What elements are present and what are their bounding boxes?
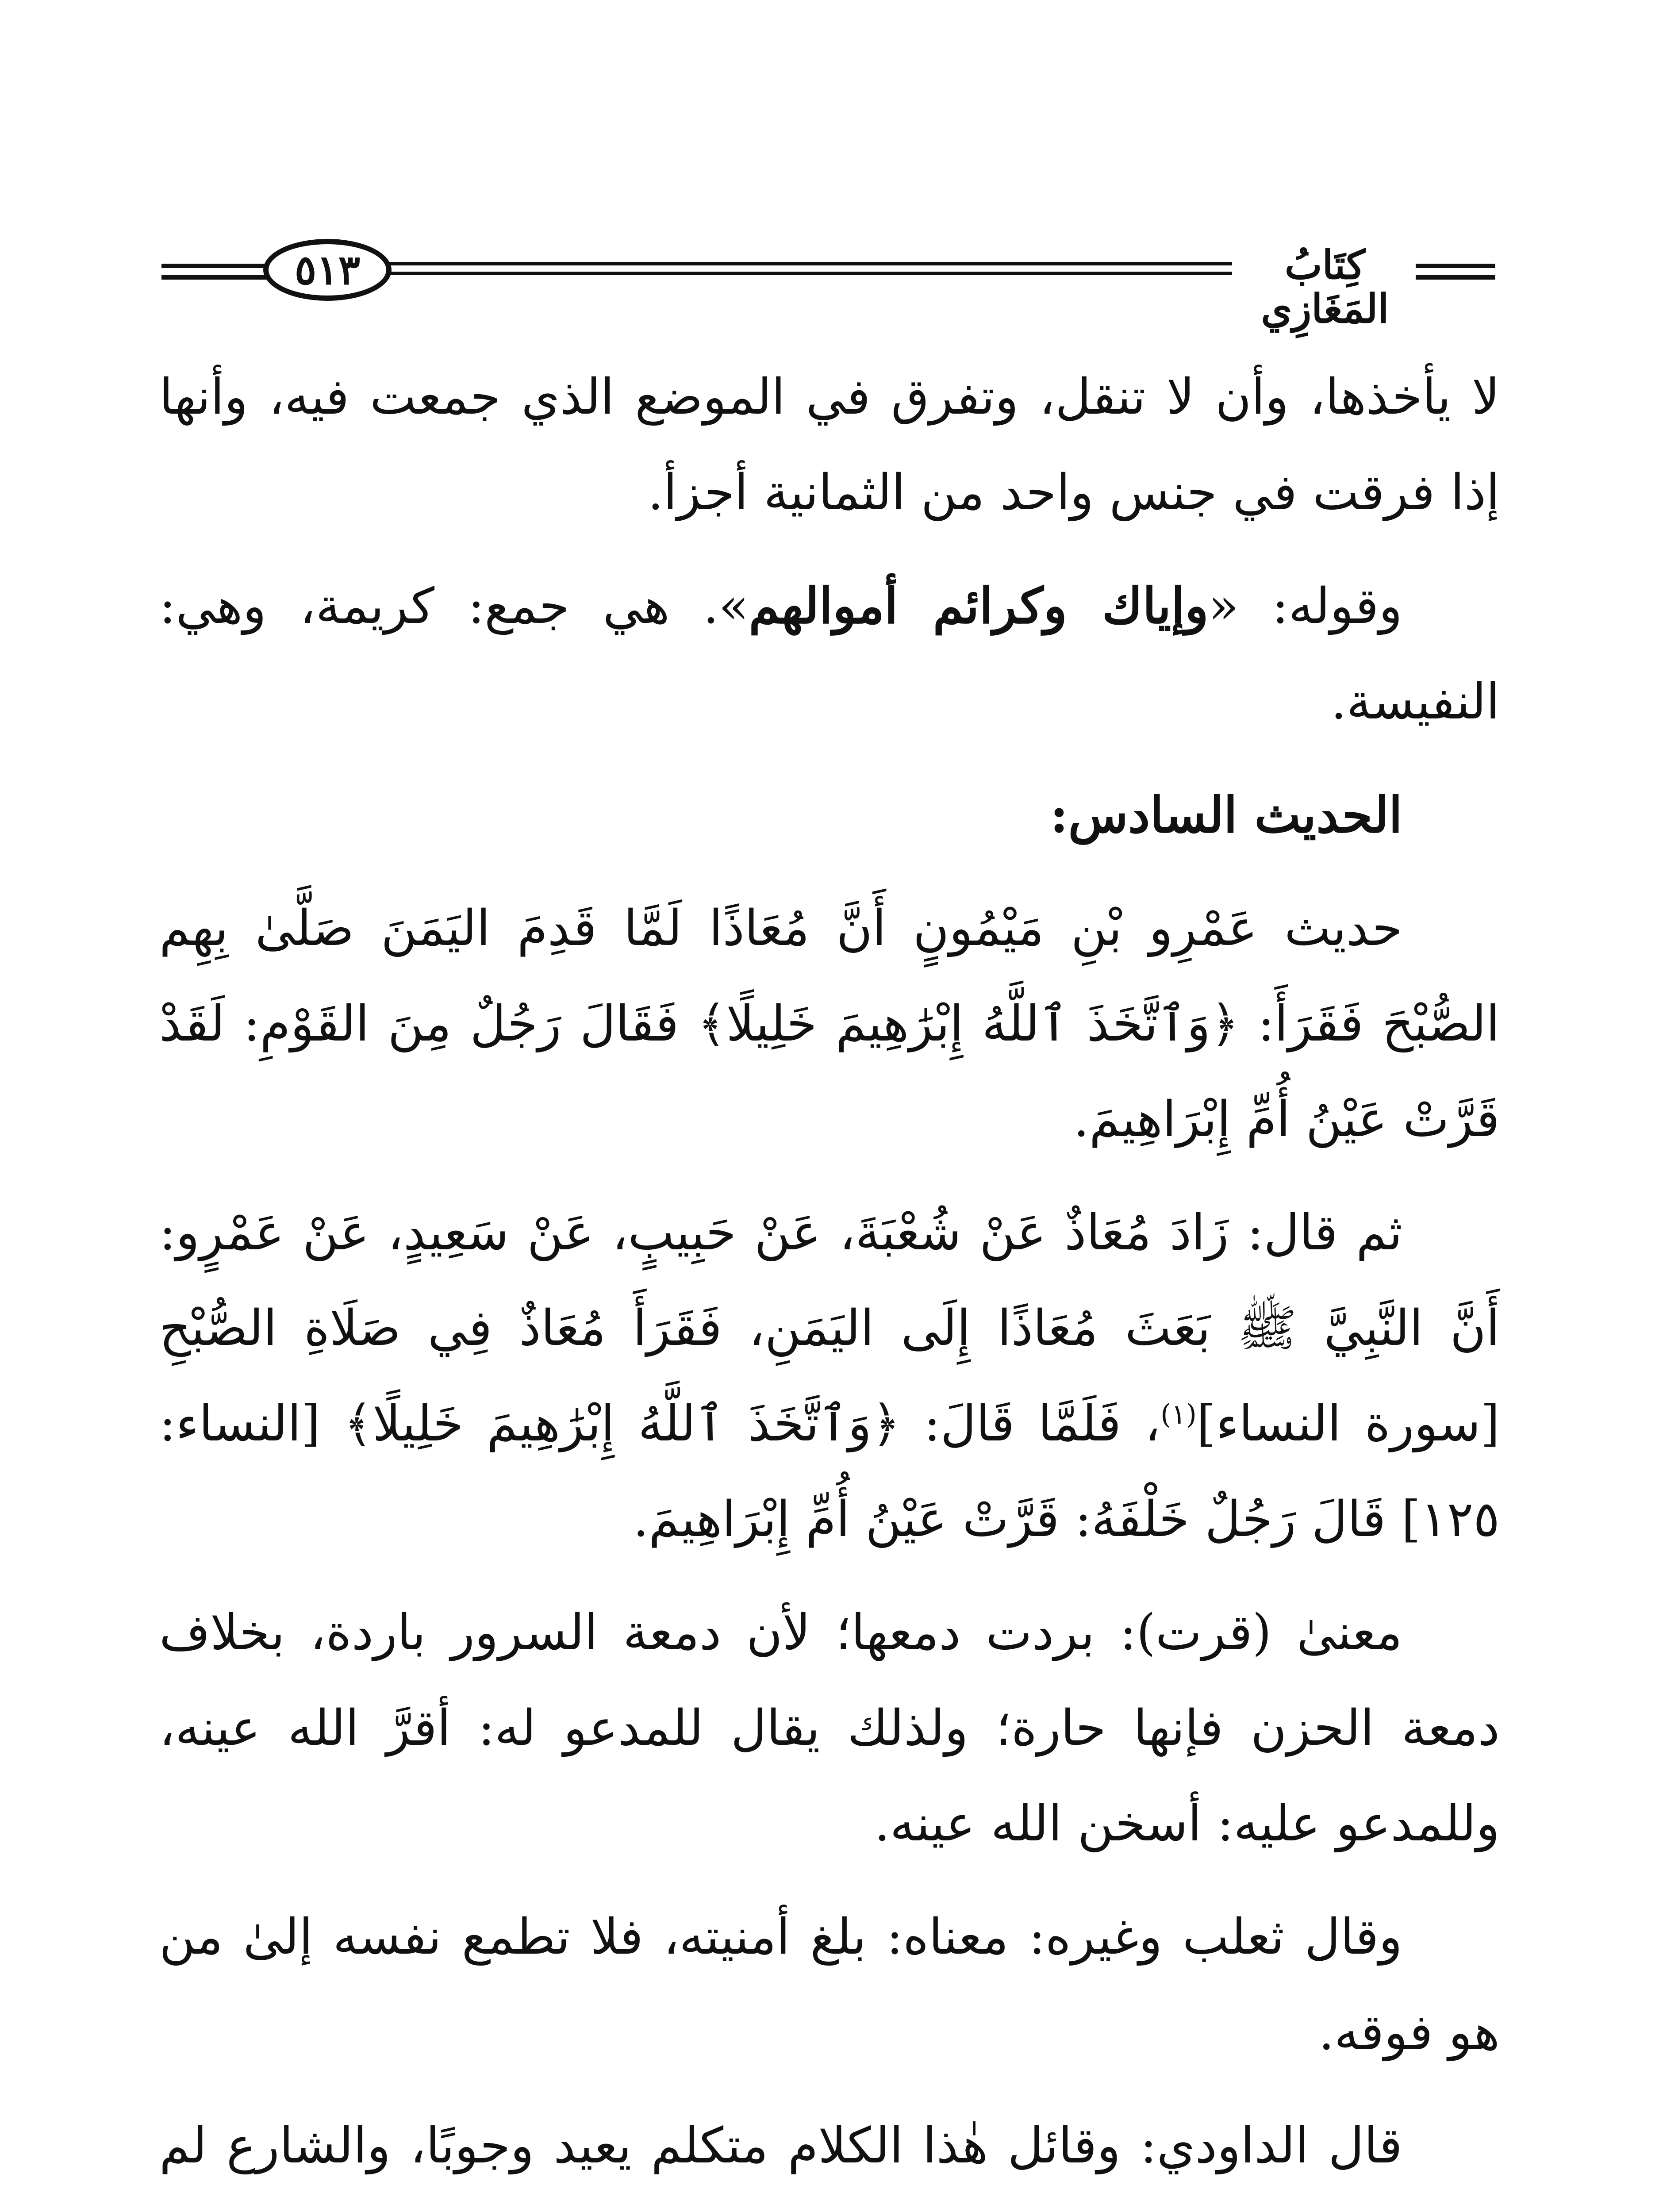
- header-rule: [161, 264, 268, 268]
- page-number-frame: [263, 239, 392, 301]
- quran-verse: ﴿وَٱتَّخَذَ ٱللَّهُ إِبْرَٰهِيمَ خَلِيلًا﴾: [697, 995, 1240, 1052]
- paragraph-text: وقال ثعلب وغيره: معناه: بلغ أمنيته، فلا تطمع نفسه إلىٰ من هو فوقه.: [159, 1909, 1500, 2061]
- paragraph-text: فَقَالَ رَجُلٌ مِنَ القَوْمِ: لَقَدْ قَرَّتْ عَيْنُ أُمِّ إِبْرَاهِيمَ.: [159, 995, 1500, 1148]
- running-title: كِتَابُ المَغَازِي: [1261, 242, 1389, 332]
- header-rule: [161, 275, 268, 280]
- paragraph-text: قال الداودي: وقائل هٰذا الكلام متكلم يعيد وجوبًا، والشارع لم: [159, 2117, 1402, 2174]
- paragraph-text: ». هي جمع: كريمة، وهي: النفيسة.: [159, 578, 1500, 730]
- page-header: [161, 234, 1495, 332]
- main-text: [159, 349, 1500, 2174]
- paragraph: [159, 1185, 1500, 1567]
- quran-verse: ﴿وَٱتَّخَذَ ٱللَّهُ إِبْرَٰهِيمَ خَلِيلًا﴾: [344, 1395, 901, 1452]
- paragraph-text: وقوله: «: [1208, 578, 1402, 635]
- section-heading: الحديث السادس:: [1050, 787, 1402, 844]
- paragraph: [159, 2098, 1500, 2212]
- paragraph: [159, 558, 1500, 750]
- paragraph: [159, 881, 1500, 1167]
- footnote-reference[interactable]: (١): [1160, 1398, 1197, 1430]
- header-rule: [1416, 275, 1495, 280]
- paragraph: [159, 349, 1500, 541]
- page-number: ٥١٣: [294, 246, 361, 294]
- paragraph: [159, 1889, 1500, 2081]
- header-rule: [383, 272, 1232, 275]
- paragraph-text: حديث عَمْرِو بْنِ مَيْمُونٍ أَنَّ مُعَاذًا لَمَّا قَدِمَ اليَمَنَ صَلَّىٰ بِهِم الصُّبْحَ فَقَرَأَ:: [159, 900, 1500, 1052]
- paragraph: [159, 1585, 1500, 1872]
- paragraph-text: لا يأخذها، وأن لا تنقل، وتفرق في الموضع الذي جمعت فيه، وأنها إذا فرقت في جنس واحد من الثمانية أجزأ.: [159, 369, 1500, 521]
- paragraph-text: [النساء: ١٢٥] قَالَ رَجُلٌ خَلْفَهُ: قَرَّتْ عَيْنُ أُمِّ إِبْرَاهِيمَ.: [159, 1395, 1500, 1548]
- header-rule: [1416, 264, 1495, 268]
- paragraph-text: ثم قال: زَادَ مُعَاذٌ عَنْ شُعْبَةَ، عَنْ حَبِيبٍ، عَنْ سَعِيدٍ، عَنْ عَمْرٍو: أَنَّ النَّبِيَّ ﷺ بَعَثَ مُعَاذًا إِلَى اليَمَنِ، فَقَرَأَ مُعَاذٌ فِي صَلَاةِ الصُّبْحِ [سورة النساء]: [159, 1204, 1500, 1452]
- hadith-quote: وإياك وكرائم أموالهم: [749, 577, 1209, 635]
- header-rule: [383, 262, 1232, 265]
- paragraph-text: معنىٰ (قرت): بردت دمعها؛ لأن دمعة السرور باردة، بخلاف دمعة الحزن فإنها حارة؛ ولذلك يقال للمدعو له: أقرَّ الله عينه، وللمدعو عليه: أسخن الله عينه.: [159, 1604, 1500, 1852]
- paragraph-text: ، فَلَمَّا قَالَ:: [900, 1395, 1161, 1452]
